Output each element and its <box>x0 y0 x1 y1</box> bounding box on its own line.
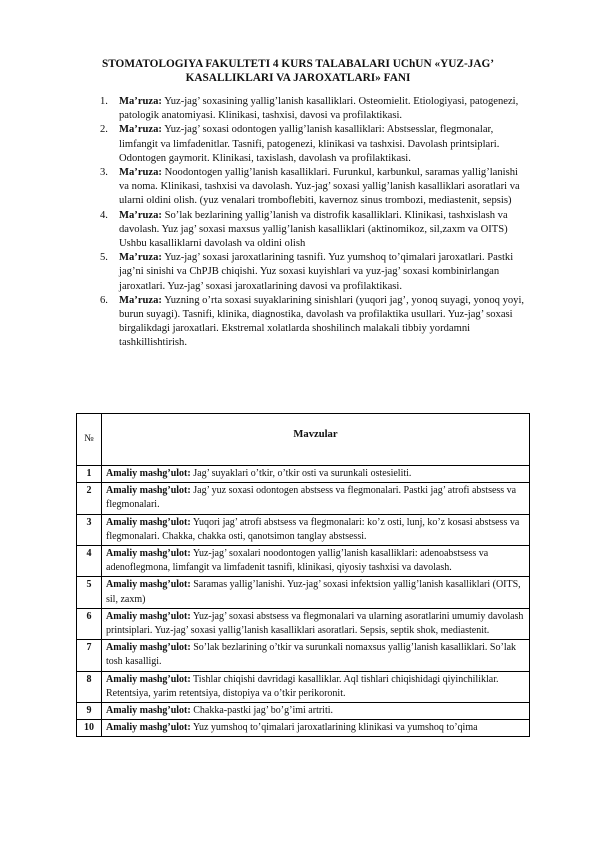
row-topic <box>102 483 530 514</box>
row-text: Tishlar chiqishi davridagi kasalliklar. Aql tishlari chiqishidagi qiyinchiliklar. Retentsiya, yarim retentsiya, distopiya va o’tkir perikoronit. <box>106 673 499 699</box>
lecture-text: Yuzning o’rta soxasi suyaklarining sinishlari (yuqori jag’, yonoq suyagi, yonoq yoyi, burun suyagi). Tasnifi, klinika, diagnostika, davolash va profilaktika usullari. Yuz-jag’ soxasi birgalikdagi jaroxatlari. Ekstremal xolatlarda shoshilinch malakali tibbiy yordamni tashkillishtirish. <box>119 294 525 349</box>
row-topic <box>102 671 530 702</box>
topics-table <box>76 413 530 737</box>
row-number: 1 <box>77 466 102 483</box>
lecture-text: So’lak bezlarining yallig’lanish va distrofik kasalliklari. Klinikasi, tashxislash va davolash. Yuz jag’ soxasi maxsus yallig’lanish kasalliklari (aktinomikoz, sil,zaxm va OITS) Ushbu kasalliklarni davolash va oldini olish <box>119 209 508 250</box>
document-title: STOMATOLOGIYA FAKULTETI 4 KURS TALABALARI UChUN «YUZ-JAG’ KASALLIKLARI VA JAROXATLARI» FANI <box>101 58 495 84</box>
row-label: Amaliy mashg’ulot: <box>106 548 191 560</box>
table-row <box>77 703 530 720</box>
row-label: Amaliy mashg’ulot: <box>106 610 191 622</box>
row-text: Yuz-jag’ soxasi abstsess va flegmonalari va ularning asoratlarini umumiy davolash printsiplari. Yuz-jag’ soxasi yallig’lanish kasalliklari asoratlari. Sepsis, septik shok, mediastenit. <box>106 610 524 637</box>
lecture-label: Ma’ruza: <box>119 294 162 306</box>
lecture-label: Ma’ruza: <box>119 167 162 179</box>
row-text: Chakka-pastki jag’ bo’g’imi artriti. <box>190 705 334 717</box>
row-label: Amaliy mashg’ulot: <box>106 722 191 734</box>
row-label: Amaliy mashg’ulot: <box>106 705 191 717</box>
row-number: 8 <box>77 671 102 702</box>
row-text: Yuz yumshoq to’qimalari jaroxatlarining klinikasi va yumshoq to’qima <box>190 722 478 734</box>
row-topic <box>102 640 530 671</box>
row-number: 10 <box>77 720 102 737</box>
lecture-item <box>100 251 530 294</box>
row-topic <box>102 466 530 483</box>
lecture-number: 1. <box>100 96 108 107</box>
row-topic <box>102 546 530 577</box>
lecture-item <box>100 95 530 123</box>
table-row <box>77 640 530 671</box>
lecture-number: 5. <box>100 252 108 264</box>
row-text: So’lak bezlarining o’tkir va surunkali nomaxsus yallig’lanish kasalliklari. So’lak tosh kasalligi. <box>106 642 517 668</box>
row-number: 3 <box>77 514 102 545</box>
lecture-number: 4. <box>100 209 108 221</box>
table-row <box>77 577 530 608</box>
row-text: Jag’ yuz soxasi odontogen abstsess va flegmonalari. Pastki jag’ atrofi abstsess va flegmonalari. <box>106 485 517 511</box>
row-number: 5 <box>77 577 102 608</box>
row-label: Amaliy mashg’ulot: <box>106 642 191 654</box>
row-text: Jag’ suyaklari o’tkir, o’tkir osti va surunkali ostesieliti. <box>190 468 412 479</box>
lecture-label: Ma’ruza: <box>119 252 162 264</box>
table-row <box>77 466 530 483</box>
row-topic <box>102 720 530 737</box>
table-header-row <box>77 414 530 466</box>
lecture-label: Ma’ruza: <box>119 209 162 221</box>
row-topic <box>102 703 530 720</box>
lecture-label: Ma’ruza: <box>119 124 162 136</box>
lecture-text: Yuz-jag’ soxasi odontogen yallig’lanish kasalliklari: Abstsesslar, flegmonalar, limfangit va limfadenitlar. Tasnifi, patogenezi, klinikasi va tashxisi. Davolash printsiplari. Odontogen gaymorit. Klinikasi, taxislash, davolash va profilaktikasi. <box>119 124 500 164</box>
lecture-number: 3. <box>100 167 108 179</box>
lecture-item <box>100 294 530 351</box>
row-topic <box>102 608 530 639</box>
lecture-number: 6. <box>100 294 108 306</box>
lecture-text: Yuz-jag’ soxasining yallig’lanish kasalliklari. Osteomielit. Etiologiyasi, patogenezi, patologik anatomiyasi. Klinikasi, tashxisi, davosi va profilaktikasi. <box>119 96 519 122</box>
table-row <box>77 671 530 702</box>
table-row <box>77 514 530 545</box>
row-label: Amaliy mashg’ulot: <box>106 673 191 685</box>
column-header-topics: Mavzular <box>102 414 530 466</box>
lecture-text: Noodontogen yallig’lanish kasalliklari. Furunkul, karbunkul, saramas yallig’lanishi va noma. Klinikasi, tashxisi va davolash. Yuz-jag’ soxasi yallig’lanish kasalliklari asoratlari va ularni oldini olish. (yuz venalari tromboflebiti, kavernoz sinus trombozi, mediastenit, sepsis) <box>119 167 520 207</box>
row-text: Yuz-jag’ soxalari noodontogen yallig’lanish kasalliklari: adenoabstsess va adenoflegmona, limfangit va limfadenit tasnifi, klinikasi, qiyosiy tashxisi va davolash. <box>106 548 489 574</box>
lecture-text: Yuz-jag’ soxasi jaroxatlarining tasnifi. Yuz yumshoq to’qimalari jaroxatlari. Pastki jag’ni sinishi va ChPJB chiqishi. Yuz soxasi kuyishlari va yuz-jag’ soxasi kombinirlangan jaroxatlari. Yuz-jag’ soxasi jaroxatlarining davosi va profilaktikasi. <box>119 252 514 292</box>
lecture-list <box>100 95 530 351</box>
row-number: 7 <box>77 640 102 671</box>
table-row <box>77 608 530 639</box>
lecture-label: Ma’ruza: <box>119 96 162 107</box>
row-label: Amaliy mashg’ulot: <box>106 485 191 497</box>
lecture-item <box>100 166 530 209</box>
row-text: Yuqori jag’ atrofi abstsess va flegmonalari: ko’z osti, lunj, ko’z kosasi abstsess va flegmonalari. Chakka, chakka osti, qanotsimon tanglay abstsessi. <box>106 516 520 542</box>
row-number: 2 <box>77 483 102 514</box>
table-row <box>77 483 530 514</box>
lecture-item <box>100 123 530 166</box>
row-label: Amaliy mashg’ulot: <box>106 516 191 528</box>
row-text: Saramas yallig’lanishi. Yuz-jag’ soxasi infektsion yallig’lanish kasalliklari (OITS, sil, zaxm) <box>106 579 521 605</box>
lecture-number: 2. <box>100 124 108 136</box>
lecture-item <box>100 209 530 252</box>
row-number: 4 <box>77 546 102 577</box>
row-label: Amaliy mashg’ulot: <box>106 579 191 591</box>
row-label: Amaliy mashg’ulot: <box>106 468 191 479</box>
column-header-number: № <box>77 414 102 466</box>
table-row <box>77 546 530 577</box>
row-topic <box>102 577 530 608</box>
row-number: 6 <box>77 608 102 639</box>
row-topic <box>102 514 530 545</box>
row-number: 9 <box>77 703 102 720</box>
table-row <box>77 720 530 737</box>
